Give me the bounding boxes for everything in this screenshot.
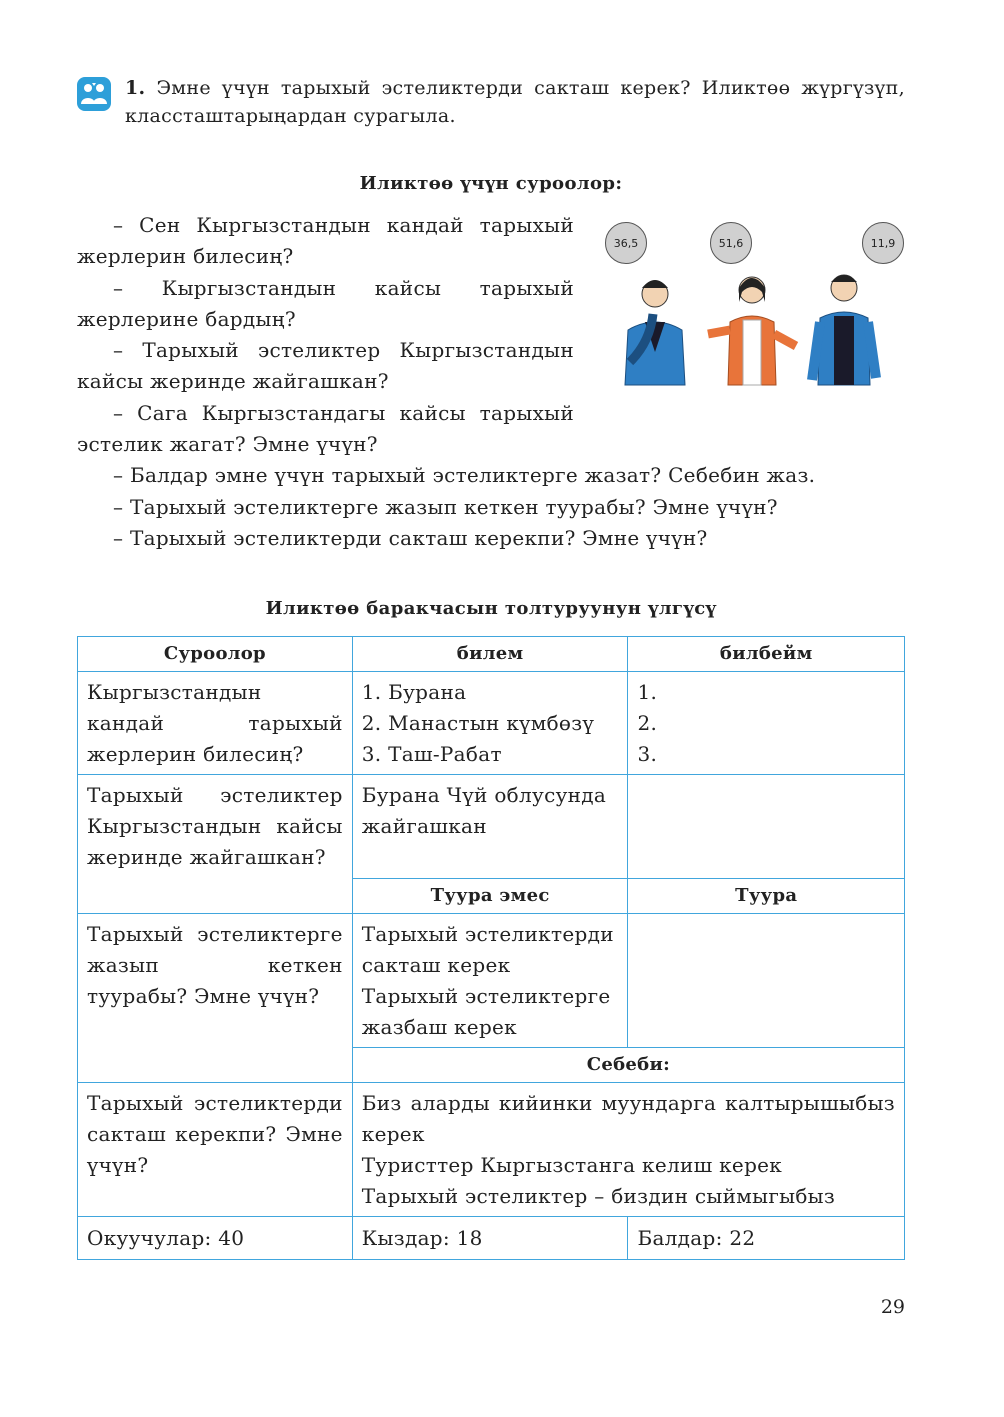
- thought-bubble: 51,6: [710, 222, 752, 264]
- group-discussion-icon: [77, 77, 111, 111]
- students-drawing: [600, 222, 915, 392]
- table-row: [78, 672, 905, 775]
- column-header-questions: Суроолор: [78, 637, 353, 672]
- column-header-correct: Туура: [628, 879, 905, 914]
- reason-header: Себеби:: [352, 1048, 904, 1083]
- question-cell: Тарыхый эстеликтер Кыргызстандын кайсы жеринде жайгашкан?: [78, 775, 353, 914]
- question-item: – Кыргызстандын кайсы тарыхый жерлерине бардың?: [77, 275, 574, 331]
- table-footer-row: [78, 1217, 905, 1260]
- table-row: [78, 1083, 905, 1217]
- students-count: Окуучулар: 40: [78, 1217, 353, 1260]
- question-item: – Сен Кыргызстандын кандай тарыхый жерлерин билесиң?: [77, 213, 574, 269]
- question-item: – Тарыхый эстеликтерди сакташ керекпи? Эмне үчүн?: [113, 525, 708, 550]
- task-question: Эмне үчүн тарыхый эстеликтерди сакташ керек? Иликтөө жүргүзүп, классташтарыңардан сурагыла.: [125, 77, 905, 127]
- empty-cell: [628, 914, 905, 1048]
- answer-cell: Биз аларды кийинки муундарга калтырышыбыз керек Туристтер Кыргызстанга келиш керек Тарыхый эстеликтер – биздин сыймыгыбыз: [352, 1083, 904, 1217]
- question-item: – Тарыхый эстеликтер Кыргызстандын кайсы жеринде жайгашкан?: [77, 338, 574, 394]
- task-number: 1.: [125, 77, 146, 99]
- page-number: 29: [880, 1296, 905, 1318]
- question-item: – Балдар эмне үчүн тарыхый эстеликтерге жазат? Себебин жаз.: [113, 463, 816, 488]
- answer-cell: 1. 2. 3.: [628, 672, 905, 775]
- column-header-incorrect: Туура эмес: [352, 879, 628, 914]
- task-text: [125, 74, 905, 130]
- column-header-dont-know: билбейм: [628, 637, 905, 672]
- empty-cell: [628, 775, 905, 879]
- shrugging-girl-figure: [708, 277, 796, 385]
- answer-cell: 1. Бурана 2. Манастын күмбөзү 3. Таш-Рабат: [352, 672, 628, 775]
- questions-heading: Иликтөө үчүн суроолор:: [359, 173, 623, 194]
- table-row: [78, 914, 905, 1048]
- question-cell: Тарыхый эстеликтерди сакташ керекпи? Эмне үчүн?: [78, 1083, 353, 1217]
- boys-count: Балдар: 22: [628, 1217, 905, 1260]
- question-item: – Тарыхый эстеликтерге жазып кеткен туурабы? Эмне үчүн?: [113, 494, 778, 519]
- students-illustration: [600, 222, 915, 392]
- thinking-boy-figure: [625, 280, 685, 385]
- question-item: – Сага Кыргызстандагы кайсы тарыхый эстелик жагат? Эмне үчүн?: [77, 400, 574, 457]
- answer-cell: Бурана Чүй облусунда жайгашкан: [352, 775, 628, 879]
- thought-bubble: 11,9: [862, 222, 904, 264]
- table-header-row: [78, 637, 905, 672]
- table-heading: Иликтөө баракчасын толтуруунун үлгүсү: [265, 598, 717, 619]
- table-row: [78, 775, 905, 879]
- girls-count: Кыздар: 18: [352, 1217, 628, 1260]
- column-header-know: билем: [352, 637, 628, 672]
- task-block: [77, 74, 905, 130]
- answer-cell: Тарыхый эстеликтерди сакташ керек Тарыхый эстеликтерге жазбаш керек: [352, 914, 628, 1048]
- question-cell: Кыргызстандын кандай тарыхый жерлерин билесиң?: [78, 672, 353, 775]
- shrugging-boy-figure: [812, 275, 876, 385]
- thought-bubble: 36,5: [605, 222, 647, 264]
- question-cell: Тарыхый эстеликтерге жазып кеткен туурабы? Эмне үчүн?: [78, 914, 353, 1083]
- survey-sheet-table: [77, 636, 905, 1260]
